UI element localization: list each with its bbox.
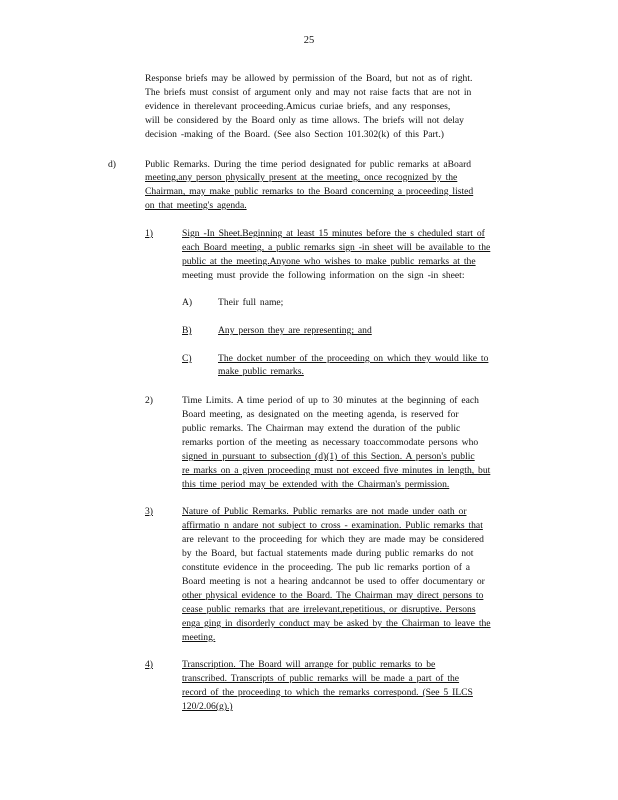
section-d-line: Public Remarks. During the time period designated for public remarks at aBoard — [145, 159, 472, 170]
item-3-line: cease public remarks that are irrelevant,repetitious, or disruptive. Persons — [182, 604, 476, 615]
item-4-line: Transcription. The Board will arrange for public remarks to be — [182, 659, 436, 670]
section-d-line: Chairman, may make public remarks to the Board concerning a proceeding listed — [145, 186, 474, 197]
item-1-sub-a-line: Their full name; — [218, 297, 284, 308]
item-3-line: by the Board, but factual statements made during public remarks do not — [182, 548, 474, 559]
item-2-line: Board meeting, as designated on the meeting agenda, is reserved for — [182, 409, 459, 420]
item-3-line: other physical evidence to the Board. The Chairman may direct persons to — [182, 590, 484, 601]
intro-line: evidence in therelevant proceeding.Amicus curiae briefs, and any responses, — [145, 101, 451, 112]
item-1-line: public at the meeting.Anyone who wishes to make public remarks at the — [182, 256, 476, 267]
item-3-line: Board meeting is not a hearing andcannot be used to offer documentary or — [182, 576, 485, 587]
item-1-sub-b-marker: B) — [182, 325, 192, 336]
intro-line: decision -making of the Board. (See also Section 101.302(k) of this Part.) — [145, 129, 444, 140]
item-3-marker: 3) — [145, 506, 153, 517]
intro-line: The briefs must consist of argument only and may not raise facts that are not in — [145, 87, 472, 98]
item-3-line: Nature of Public Remarks. Public remarks are not made under oath or — [182, 506, 467, 517]
section-d-line: on that meeting's agenda. — [145, 200, 247, 211]
item-4-line: record of the proceeding to which the remarks correspond. (See 5 ILCS — [182, 687, 473, 698]
item-3-line: meeting. — [182, 632, 216, 643]
item-1-marker: 1) — [145, 228, 153, 239]
intro-line: will be considered by the Board only as time allows. The briefs will not delay — [145, 115, 464, 126]
item-1-sub-c-marker: C) — [182, 353, 192, 364]
item-1-sub-b-line: Any person they are representing; and — [218, 325, 372, 336]
item-2-line: public remarks. The Chairman may extend the duration of the public — [182, 423, 461, 434]
section-d-line: meeting,any person physically present at the meeting, once recognized by the — [145, 172, 458, 183]
item-2-line: remarks portion of the meeting as necessary toaccommodate persons who — [182, 437, 479, 448]
intro-line: Response briefs may be allowed by permission of the Board, but not as of right. — [145, 73, 473, 84]
item-1-line: meeting must provide the following information on the sign -in sheet: — [182, 270, 465, 281]
item-1-line: Sign -In Sheet.Beginning at least 15 minutes before the s cheduled start of — [182, 228, 485, 239]
item-2-line: this time period may be extended with the Chairman's permission. — [182, 479, 450, 490]
item-3-line: constitute evidence in the proceeding. The pub lic remarks portion of a — [182, 562, 471, 573]
item-2-line: signed in pursuant to subsection (d)(1) of this Section. A person's public — [182, 451, 475, 462]
item-4-marker: 4) — [145, 659, 153, 670]
item-3-line: enga ging in disorderly conduct may be asked by the Chairman to leave the — [182, 618, 491, 629]
item-1-sub-c-line: make public remarks. — [218, 366, 304, 377]
item-1-sub-c-line: The docket number of the proceeding on which they would like to — [218, 353, 489, 364]
item-1-sub-a-marker: A) — [182, 297, 193, 308]
item-3-line: affirmatio n andare not subject to cross - examination. Public remarks that — [182, 520, 483, 531]
item-2-marker: 2) — [145, 395, 153, 406]
item-4-line: transcribed. Transcripts of public remarks will be made a part of the — [182, 673, 460, 684]
item-4-line: 120/2.06(g).) — [182, 701, 233, 712]
page-number: 25 — [303, 35, 315, 46]
item-1-line: each Board meeting, a public remarks sign -in sheet will be available to the — [182, 242, 491, 253]
item-2-line: re marks on a given proceeding must not exceed five minutes in length, but — [182, 465, 491, 476]
item-3-line: are relevant to the proceeding for which they are made may be considered — [182, 534, 484, 545]
section-d-marker: d) — [108, 159, 116, 170]
item-2-line: Time Limits. A time period of up to 30 minutes at the beginning of each — [182, 395, 479, 406]
